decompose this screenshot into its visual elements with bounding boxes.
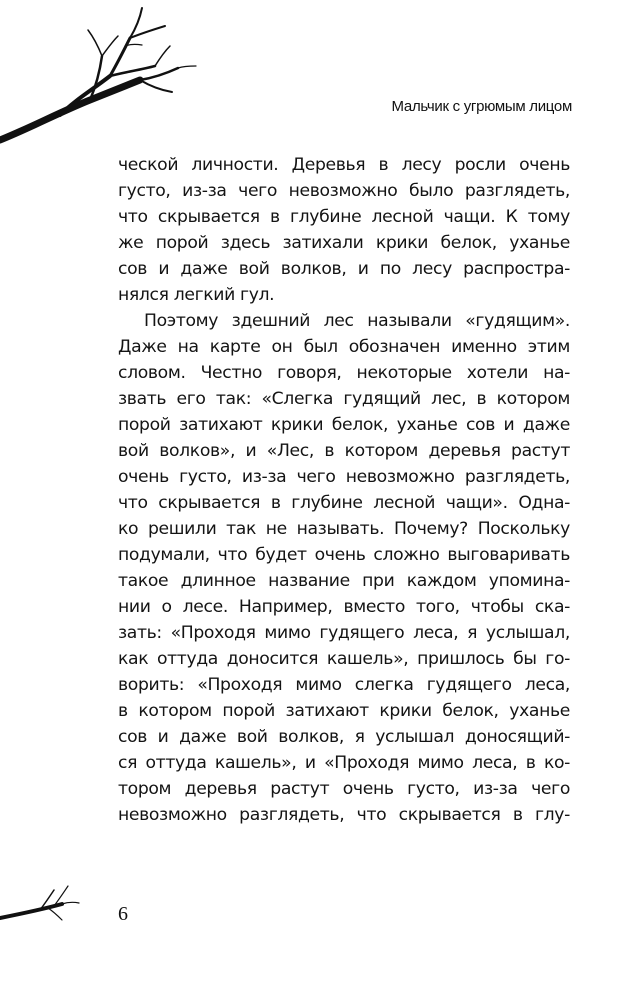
text-line: тором деревья растут очень густо, из-за чего xyxy=(118,779,570,799)
text-line: Даже на карте он был обозначен именно этим xyxy=(118,337,570,357)
text-line: сов и даже вой волков, и по лесу распростра- xyxy=(118,259,570,279)
text-line: густо, из-за чего невозможно было разглядеть, xyxy=(118,181,570,201)
text-line: зать: «Проходя мимо гудящего леса, я услышал, xyxy=(118,623,570,643)
text-line: невозможно разглядеть, что скрывается в глу- xyxy=(118,805,570,825)
text-line: порой затихают крики белок, уханье сов и даже xyxy=(118,415,570,435)
text-line: подумали, что будет очень сложно выговаривать xyxy=(118,545,570,565)
text-line: ся оттуда кашель», и «Проходя мимо леса, в ко- xyxy=(118,753,570,773)
text-line: ко решили так не называть. Почему? Поскольку xyxy=(118,519,570,539)
text-line: ворить: «Проходя мимо слегка гудящего леса, xyxy=(118,675,570,695)
body-text xyxy=(118,152,570,828)
tree-branch-illustration xyxy=(0,0,200,145)
text-line: словом. Честно говоря, некоторые хотели на- xyxy=(118,363,570,383)
text-line: звать его так: «Слегка гудящий лес, в котором xyxy=(118,389,570,409)
text-line: что скрывается в глубине лесной чащи. К тому xyxy=(118,207,570,227)
text-line: сов и даже вой волков, я услышал доносящий- xyxy=(118,727,570,747)
text-line: как оттуда доносится кашель», пришлось бы го- xyxy=(118,649,570,669)
text-line: в котором порой затихают крики белок, уханье xyxy=(118,701,570,721)
text-line: такое длинное название при каждом упомина- xyxy=(118,571,570,591)
running-head: Мальчик с угрюмым лицом xyxy=(391,98,572,115)
text-line: же порой здесь затихали крики белок, уханье xyxy=(118,233,570,253)
tree-branch-illustration xyxy=(0,884,80,924)
text-line: Поэтому здешний лес называли «гудящим». xyxy=(144,311,570,331)
text-line: ческой личности. Деревья в лесу росли очень xyxy=(118,155,570,175)
page-number: 6 xyxy=(118,903,128,925)
text-line: нии о лесе. Например, вместо того, чтобы ска- xyxy=(118,597,570,617)
text-line: вой волков», и «Лес, в котором деревья растут xyxy=(118,441,570,461)
text-line: очень густо, из-за чего невозможно разглядеть, xyxy=(118,467,570,487)
text-line: нялся легкий гул. xyxy=(118,285,275,305)
text-line: что скрывается в глубине лесной чащи». Одна- xyxy=(118,493,570,513)
